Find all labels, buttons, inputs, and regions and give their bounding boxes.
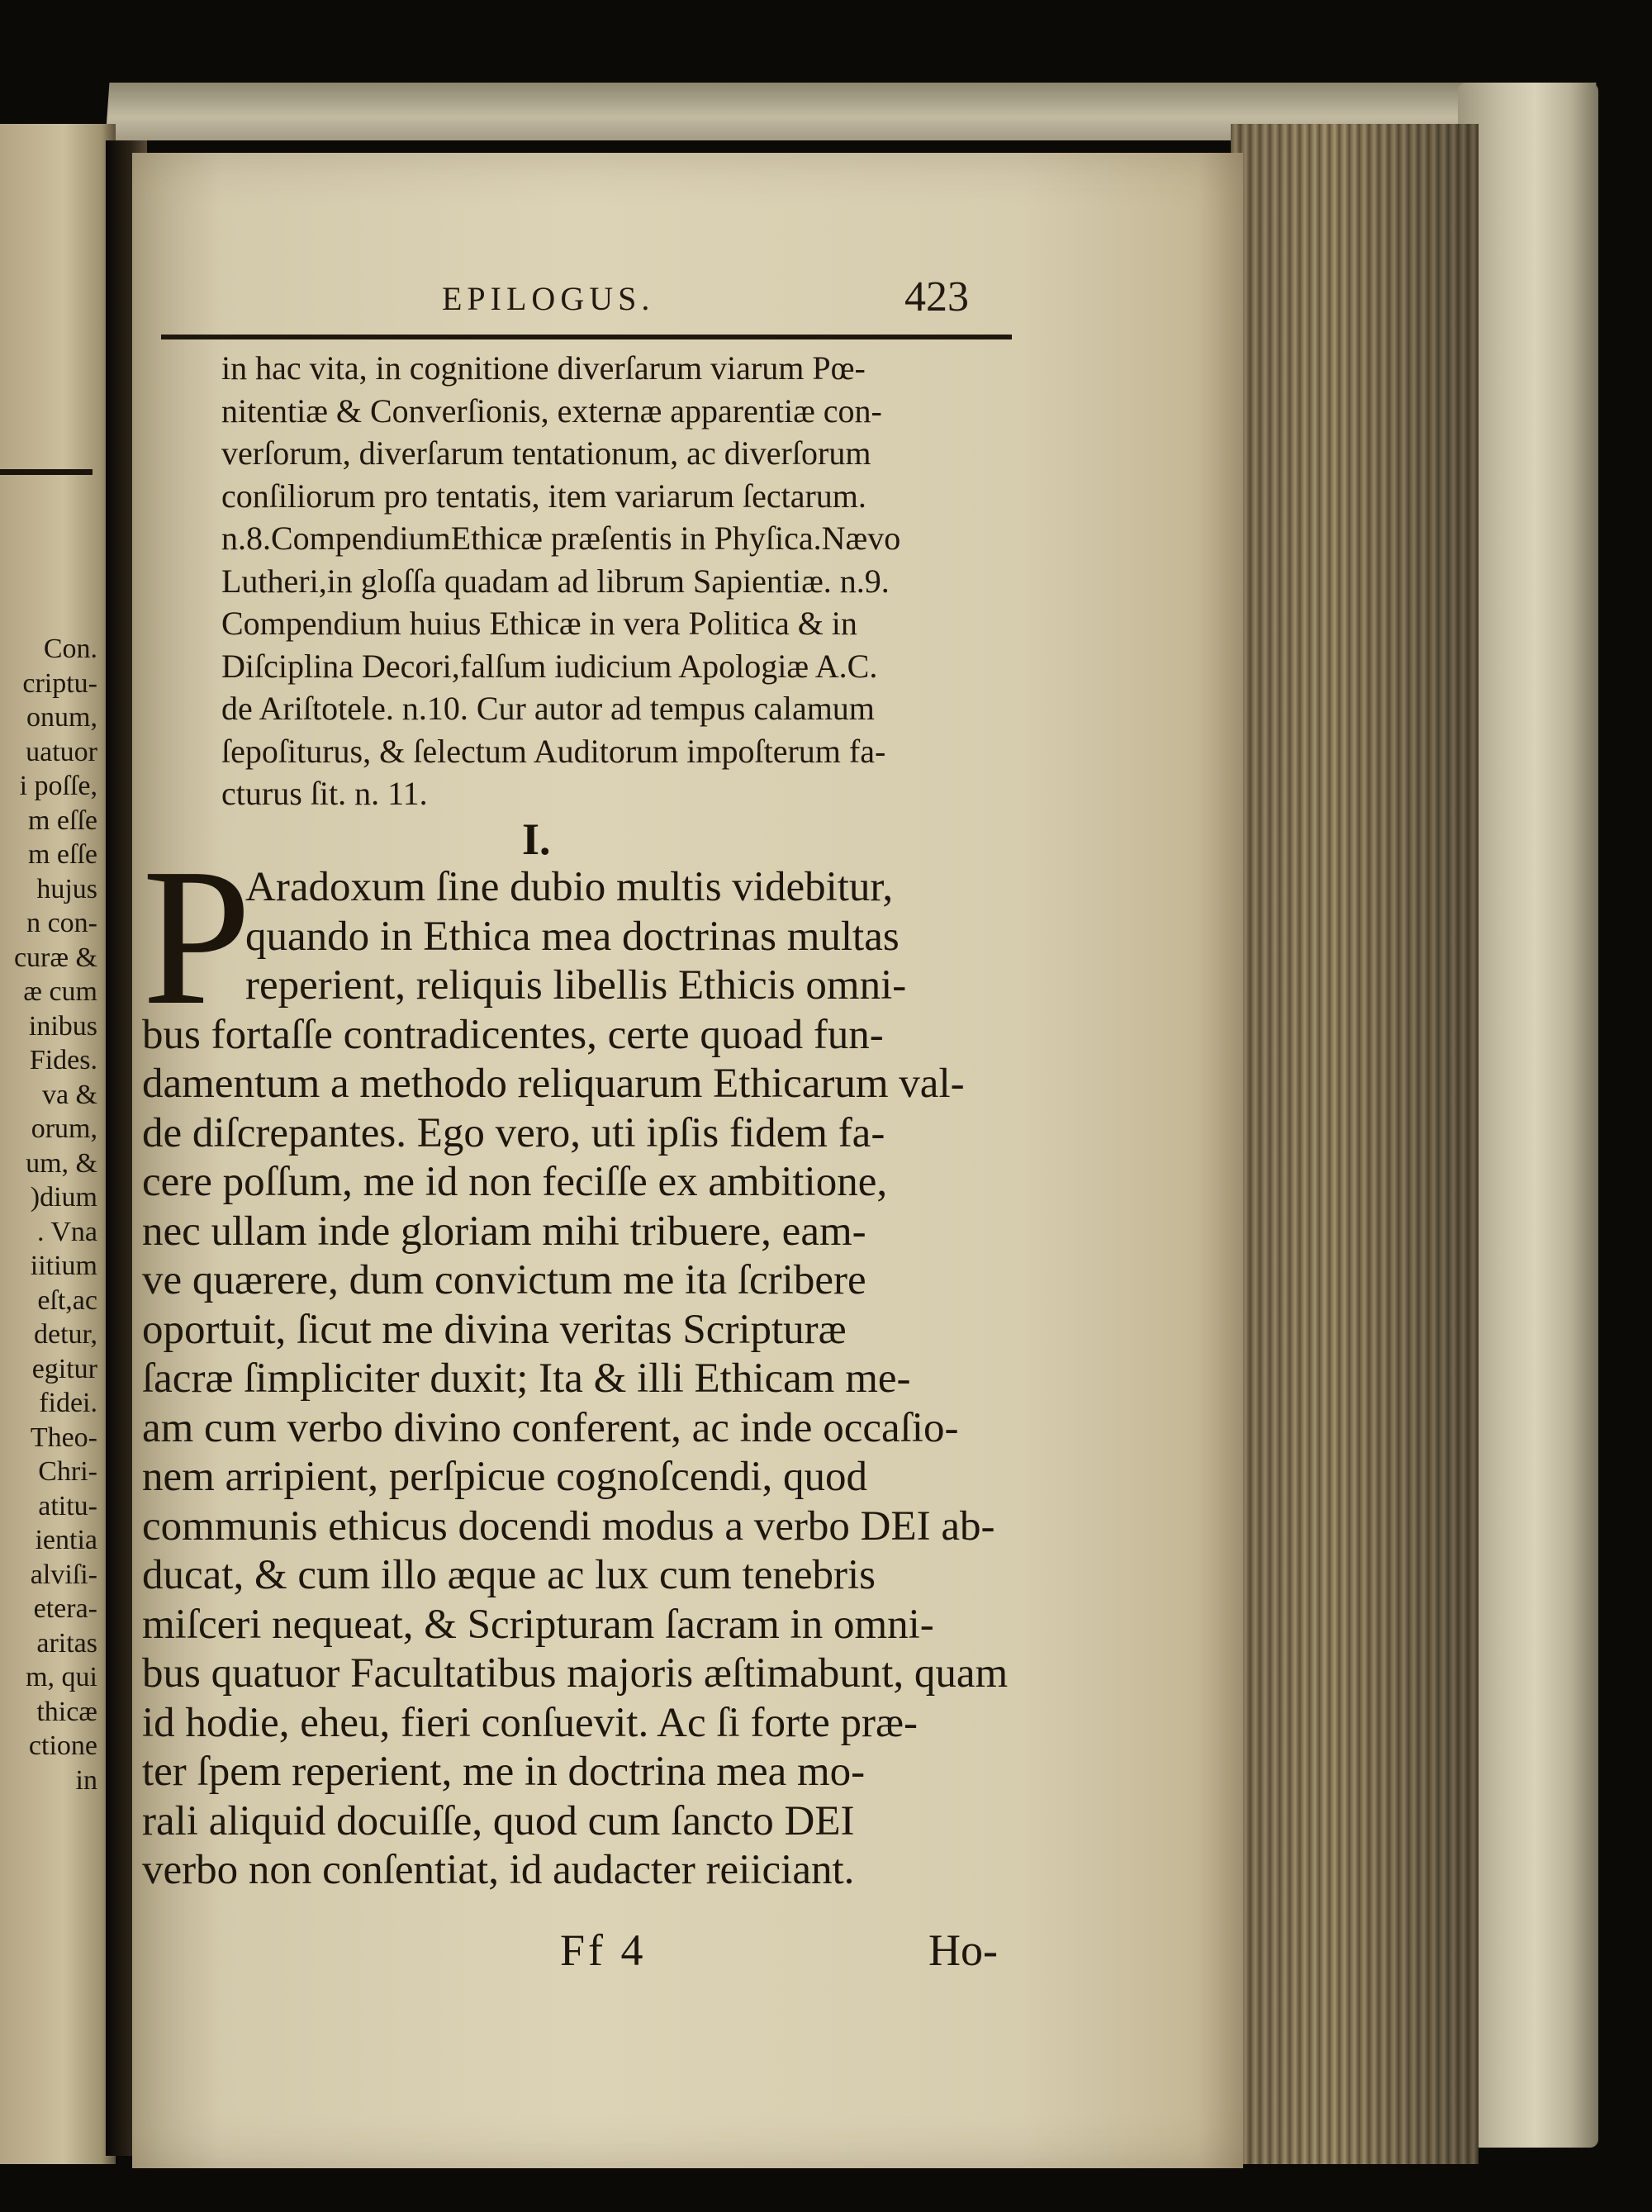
- left-page-line: criptu-: [22, 667, 97, 699]
- left-page: [0, 124, 116, 2164]
- body-line: verbo non conſentiat, id audacter reiiciant.: [142, 1847, 855, 1893]
- vellum-cover: [1458, 83, 1598, 2148]
- body-line: bus quatuor Facultatibus majoris æſtimabunt, quam: [142, 1650, 1009, 1697]
- body-line: de diſcrepantes. Ego vero, uti ipſis fidem fa-: [142, 1109, 885, 1156]
- left-page-line: m, qui: [26, 1662, 97, 1692]
- body-line: reperient, reliquis libellis Ethicis omni-: [245, 962, 907, 1009]
- body-line: am cum verbo divino conferent, ac inde occaſio-: [142, 1404, 959, 1451]
- left-page-line: onum,: [26, 702, 97, 733]
- summary-line: n.8.CompendiumEthicæ præſentis in Phyſica.Nævo: [221, 520, 901, 557]
- left-page-line: uatuor: [26, 736, 97, 767]
- left-page-line: Fides.: [29, 1045, 97, 1075]
- body-line: ter ſpem reperient, me in doctrina mea mo-: [142, 1749, 866, 1795]
- summary-line: de Ariſtotele. n.10. Cur autor ad tempus calamum: [221, 690, 875, 727]
- body-line: Aradoxum ſine dubio multis videbitur,: [245, 864, 894, 910]
- running-title: EPILOGUS.: [442, 280, 655, 317]
- summary-line: verſorum, diverſarum tentationum, ac diverſorum: [221, 434, 871, 472]
- body-line: cere poſſum, me id non feciſſe ex ambitione,: [142, 1159, 888, 1205]
- summary-line: ſepoſiturus, & ſelectum Auditorum impoſterum fa-: [221, 732, 886, 770]
- section-numeral: I.: [522, 814, 551, 864]
- left-page-line: )dium: [30, 1182, 97, 1213]
- body-line: nec ullam inde gloriam mihi tribuere, eam-: [142, 1208, 866, 1255]
- left-page-line: um, &: [26, 1147, 97, 1179]
- left-page-line: hujus: [36, 873, 97, 904]
- catchword: Ho-: [928, 1925, 998, 1975]
- body-line: ſacræ ſimpliciter duxit; Ita & illi Ethicam me-: [142, 1355, 911, 1402]
- body-line: quando in Ethica mea doctrinas multas: [245, 913, 900, 960]
- body-line: nem arripient, perſpicue cognoſcendi, quod: [142, 1454, 868, 1500]
- summary-line: Lutheri,in gloſſa quadam ad librum Sapientiæ. n.9.: [221, 562, 890, 600]
- left-page-line: æ cum: [23, 976, 97, 1007]
- left-page-line: alviſi-: [30, 1559, 97, 1590]
- left-page-line: iitium: [30, 1251, 97, 1281]
- body-line: ve quærere, dum convictum me ita ſcribere: [142, 1257, 866, 1303]
- left-page-line: aritas: [36, 1627, 97, 1659]
- left-page-line: ctione: [28, 1730, 97, 1761]
- chapter-summary: [221, 347, 1047, 815]
- summary-line: cturus ſit. n. 11.: [221, 775, 428, 812]
- left-page-line: . Vna: [36, 1216, 97, 1247]
- left-page-line: thicæ: [36, 1696, 97, 1727]
- left-page-line: egitur: [31, 1353, 97, 1384]
- left-page-rule: [0, 469, 93, 475]
- body-line: id hodie, eheu, fieri conſuevit. Ac ſi forte præ-: [142, 1699, 918, 1746]
- summary-line: in hac vita, in cognitione diverſarum viarum Pœ-: [221, 349, 866, 387]
- left-page-line: detur,: [34, 1319, 97, 1350]
- left-page-line: m eſſe: [27, 839, 97, 870]
- left-page-line: i poſſe,: [19, 771, 97, 801]
- fore-edge-shade: [1231, 124, 1479, 2164]
- left-page-line: m eſſe: [27, 805, 97, 836]
- left-page-line: fidei.: [39, 1388, 97, 1418]
- header-rule: [161, 335, 1012, 339]
- page-number: 423: [904, 273, 969, 320]
- left-page-line: curæ &: [13, 942, 97, 973]
- left-page-line: orum,: [31, 1113, 97, 1144]
- body-line: rali aliquid docuiſſe, quod cum ſancto DEI: [142, 1797, 855, 1844]
- summary-line: nitentiæ & Converſionis, externæ apparentiæ con-: [221, 392, 882, 430]
- left-page-line: Con.: [43, 634, 97, 664]
- left-page-line: etera-: [33, 1593, 97, 1624]
- left-page-line: Theo-: [30, 1422, 97, 1453]
- body-line: ducat, & cum illo æque ac lux cum tenebris: [142, 1552, 876, 1598]
- body-line: damentum a methodo reliquarum Ethicarum val-: [142, 1061, 965, 1107]
- summary-line: Diſciplina Decori,falſum iudicium Apologiæ A.C.: [221, 647, 878, 685]
- left-page-line: inibus: [28, 1010, 97, 1042]
- signature-mark: Ff 4: [560, 1925, 647, 1975]
- left-page-line: n con-: [26, 908, 97, 938]
- left-page-text: [0, 632, 97, 1797]
- left-page-line: va &: [41, 1079, 97, 1110]
- summary-line: Compendium huius Ethicæ in vera Politica & in: [221, 605, 857, 642]
- body-text: [142, 863, 1026, 1896]
- left-page-line: atitu-: [38, 1490, 97, 1521]
- left-page-line: Chri-: [38, 1456, 97, 1487]
- body-line: bus fortaſſe contradicentes, certe quoad fun-: [142, 1011, 884, 1058]
- body-line: communis ethicus docendi modus a verbo DEI ab-: [142, 1502, 995, 1550]
- body-line: oportuit, ſicut me divina veritas Scripturæ: [142, 1306, 847, 1353]
- left-page-line: eſt,ac: [37, 1284, 97, 1316]
- body-line: miſceri nequeat, & Scripturam ſacram in omni-: [142, 1601, 934, 1648]
- drop-cap: P: [142, 828, 252, 1046]
- left-page-line: in: [75, 1764, 97, 1796]
- summary-line: conſiliorum pro tentatis, item variarum ſectarum.: [221, 477, 866, 515]
- left-page-line: ientia: [35, 1525, 97, 1555]
